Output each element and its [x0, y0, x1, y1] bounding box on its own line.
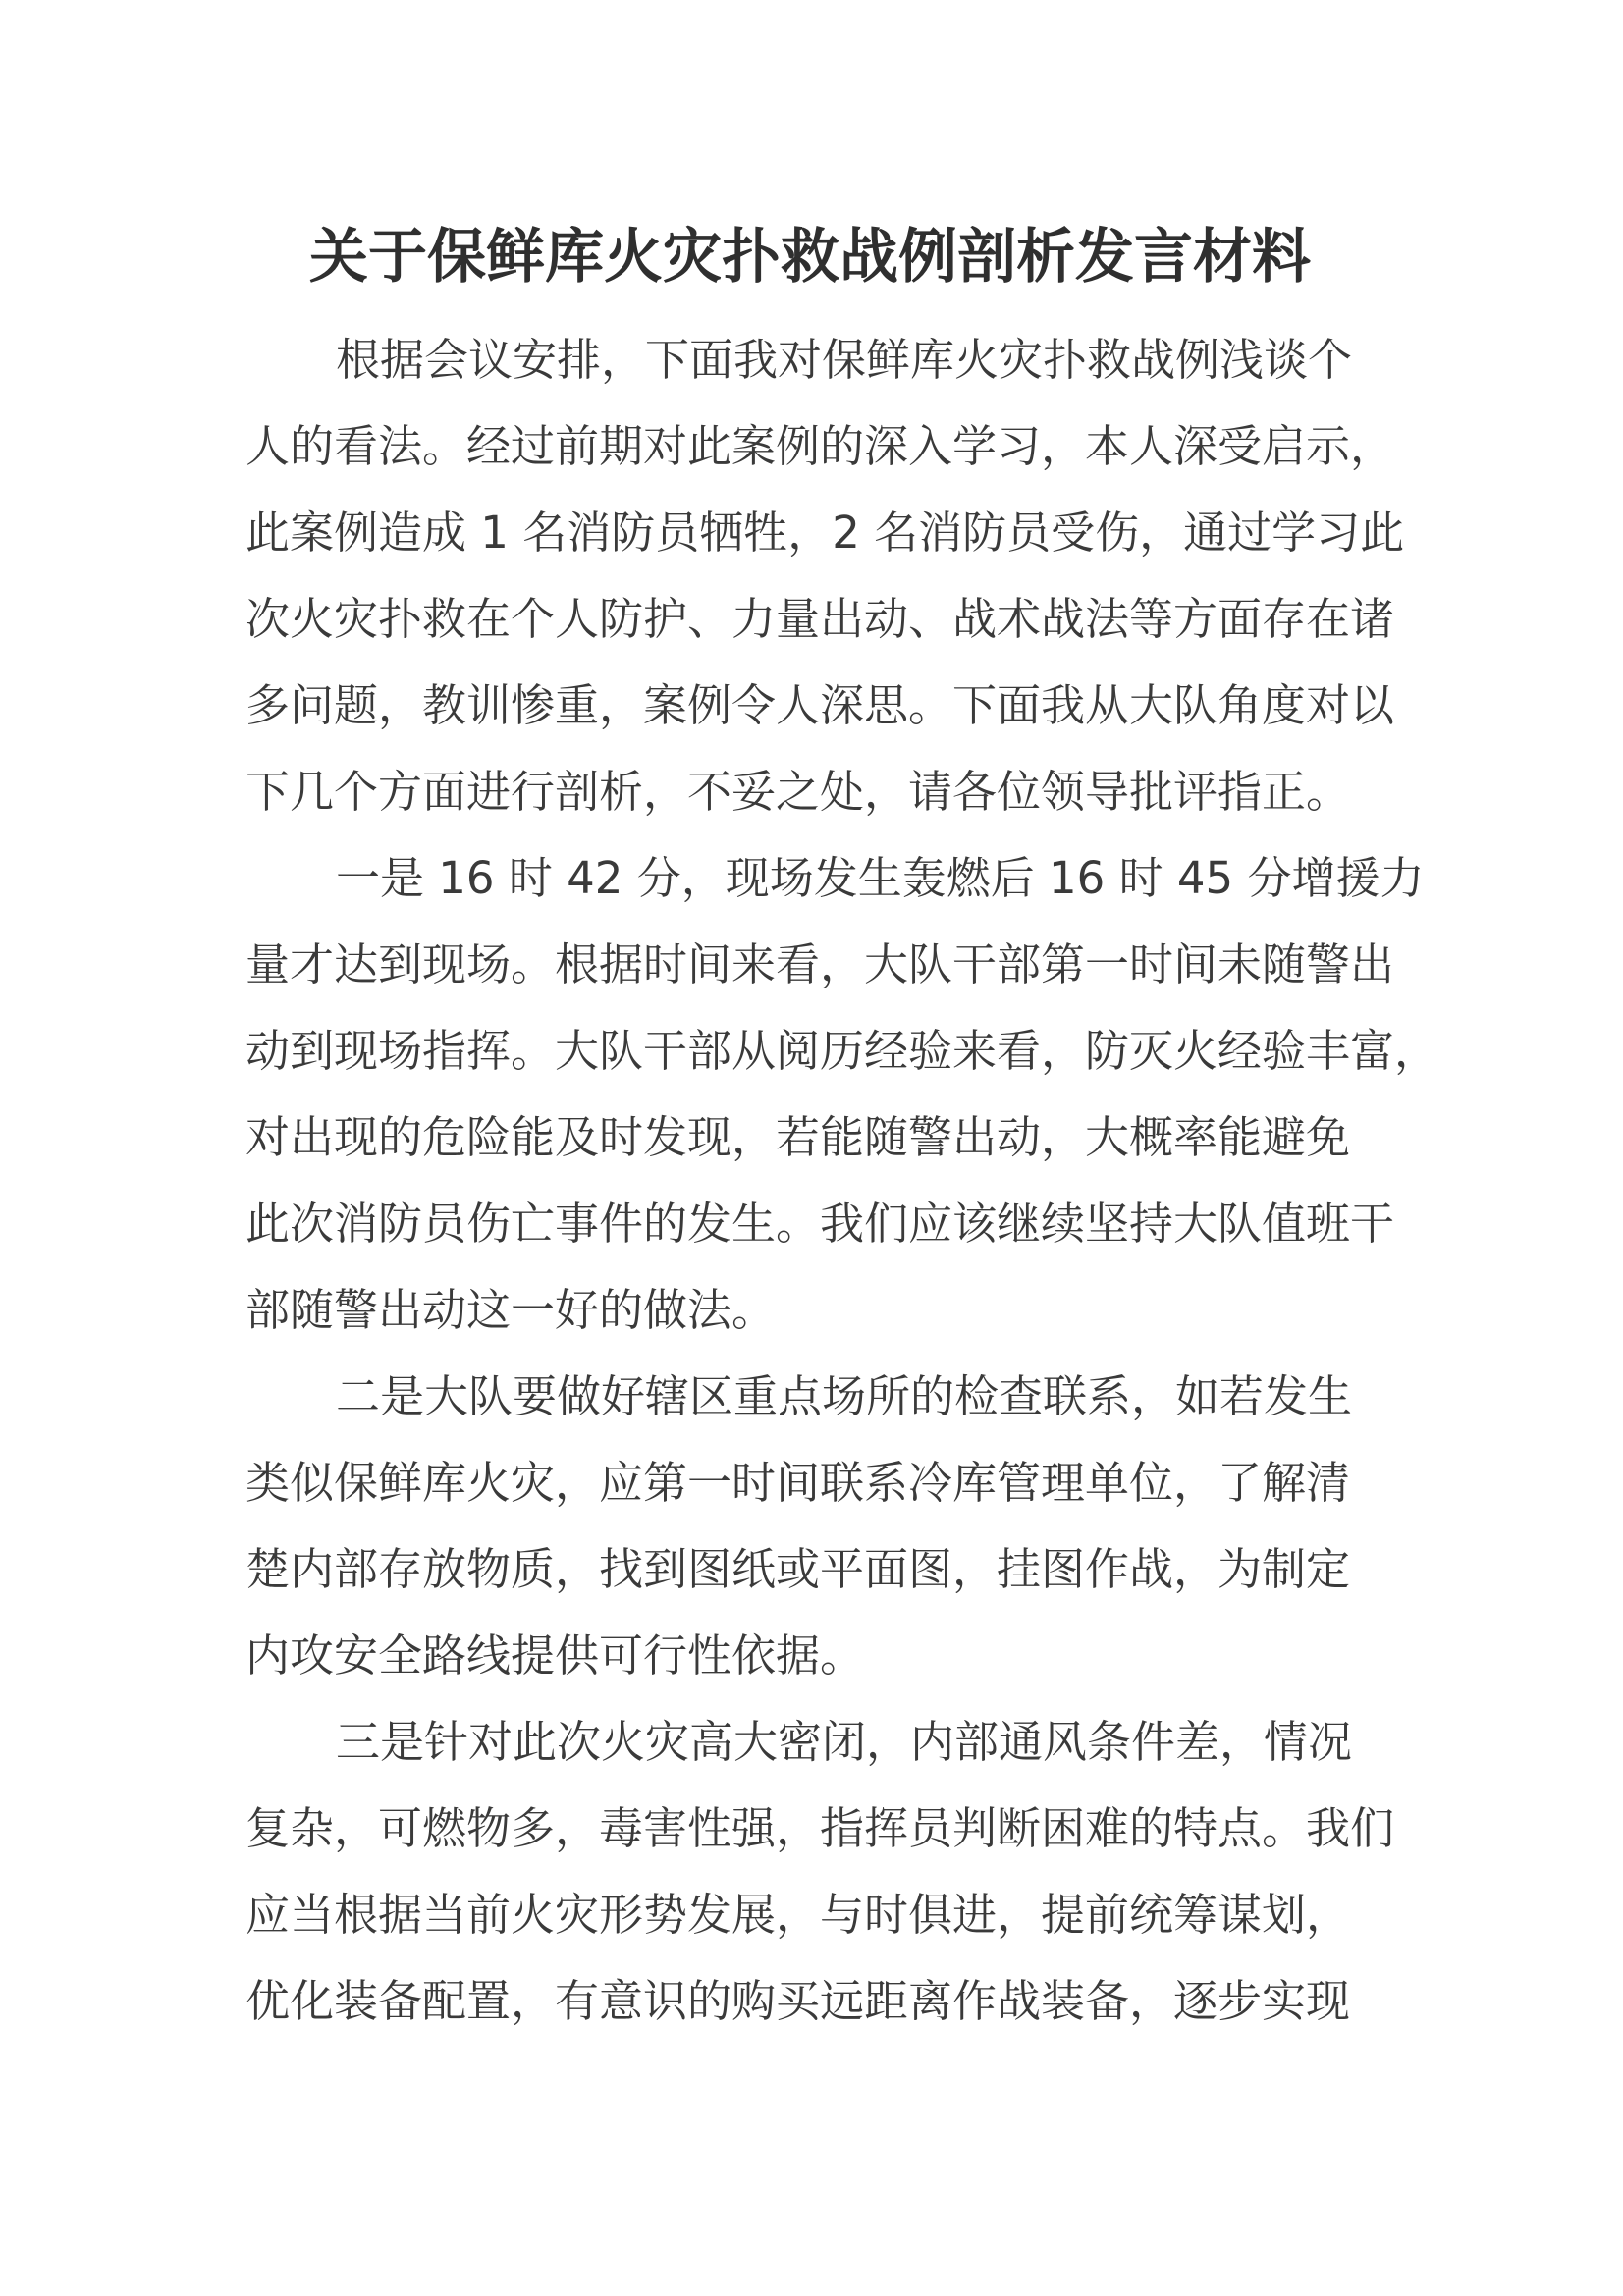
text-line: 多问题，教训惨重，案例令人深思。下面我从大队角度对以 [245, 679, 1395, 731]
text-line: 复杂，可燃物多，毒害性强，指挥员判断困难的特点。我们 [245, 1802, 1395, 1854]
text-line: 次火灾扑救在个人防护、力量出动、战术战法等方面存在诸 [245, 593, 1395, 645]
text-line: 根据会议安排，下面我对保鲜库火灾扑救战例浅谈个 [336, 334, 1353, 386]
text-line: 此案例造成 1 名消防员牺牲，2 名消防员受伤，通过学习此 [245, 507, 1405, 559]
text-line: 应当根据当前火灾形势发展，与时俱进，提前统筹谋划， [245, 1889, 1351, 1941]
paragraph-intro [245, 317, 1424, 835]
text-line: 类似保鲜库火灾，应第一时间联系冷库管理单位，了解清 [245, 1457, 1351, 1509]
text-line: 对出现的危险能及时发现，若能随警出动，大概率能避免 [245, 1111, 1351, 1163]
document-title: 关于保鲜库火灾扑救战例剖析发言材料 [309, 223, 1311, 292]
text-line: 内攻安全路线提供可行性依据。 [245, 1629, 865, 1682]
text-line: 二是大队要做好辖区重点场所的检查联系，如若发生 [336, 1370, 1353, 1422]
text-line: 人的看法。经过前期对此案例的深入学习，本人深受启示， [245, 420, 1395, 472]
text-line: 楚内部存放物质，找到图纸或平面图，挂图作战，为制定 [245, 1543, 1351, 1595]
paragraph-point-three [245, 1699, 1424, 2045]
document-body [245, 317, 1439, 2045]
text-line: 三是针对此次火灾高大密闭，内部通风条件差，情况 [336, 1716, 1353, 1768]
paragraph-point-two [245, 1354, 1424, 1699]
text-line: 一是 16 时 42 分，现场发生轰燃后 16 时 45 分增援力 [336, 852, 1425, 904]
paragraph-point-one [245, 835, 1439, 1354]
text-line: 优化装备配置，有意识的购买远距离作战装备，逐步实现 [245, 1975, 1351, 2027]
text-line: 此次消防员伤亡事件的发生。我们应该继续坚持大队值班干 [245, 1198, 1395, 1250]
text-line: 量才达到现场。根据时间来看，大队干部第一时间未随警出 [245, 938, 1395, 990]
text-line: 下几个方面进行剖析，不妥之处，请各位领导批评指正。 [245, 766, 1351, 818]
text-line: 动到现场指挥。大队干部从阅历经验来看，防灭火经验丰富， [245, 1025, 1439, 1077]
text-line: 部随警出动这一好的做法。 [245, 1284, 777, 1336]
